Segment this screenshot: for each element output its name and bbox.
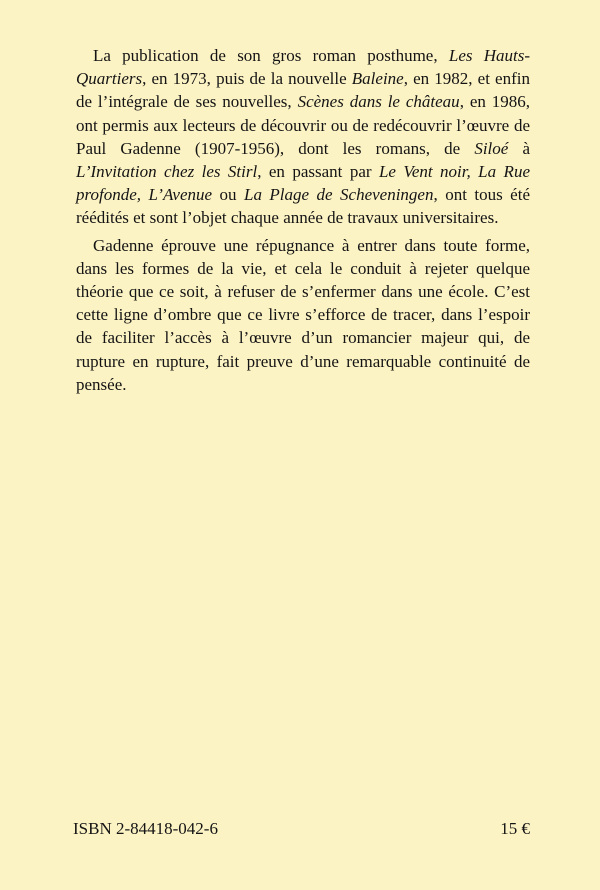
italic-title-text: Siloé — [474, 138, 509, 158]
italic-title-text: La Plage de Scheveningen — [243, 185, 434, 205]
blurb-paragraph-2 — [76, 234, 530, 396]
italic-title-text: Baleine — [351, 69, 404, 89]
italic-title-text: L’Invitation chez les Stirl — [76, 162, 258, 182]
body-text: , en 1982, et enfin de l’intégrale de ses nouvelles, — [76, 69, 530, 112]
body-text: Gadenne éprouve une répugnance à entrer dans toute forme, dans les formes de la vie, et cela le conduit à rejeter quelque théorie que ce soit, à refuser de s’enfermer dans une école. C’est cette ligne d’ombre que ce livre s’efforce de tracer, dans l’espoir de faciliter l’accès à l’œuvre d’un romancier majeur qui, de rupture en rupture, fait preuve d’une remarquable continuité de pensée. — [76, 235, 530, 394]
blurb-text — [76, 44, 530, 396]
body-text: , ont tous été réédités et sont l’objet chaque année de travaux universitaires. — [76, 185, 531, 228]
italic-title-text: Le Vent noir, La Rue profonde, L’Avenue — [76, 162, 530, 205]
body-text: ou — [212, 185, 244, 205]
body-text: , en 1986, ont permis aux lecteurs de découvrir ou de redécouvrir l’œuvre de Paul Gadenne (1907-1956), dont les romans, de — [76, 92, 531, 158]
body-text: La publication de son gros roman posthume, — [93, 46, 449, 65]
isbn-label: ISBN 2-84418-042-6 — [73, 819, 218, 838]
blurb-paragraph-1 — [76, 44, 530, 230]
body-text: , en 1973, puis de la nouvelle — [142, 69, 352, 89]
body-text: , en passant par — [257, 162, 379, 182]
price-label: 15 € — [500, 819, 530, 838]
body-text: à — [508, 138, 530, 158]
italic-title-text: Les Hauts-Quartiers — [76, 46, 530, 89]
italic-title-text: Scènes dans le château — [297, 92, 460, 112]
